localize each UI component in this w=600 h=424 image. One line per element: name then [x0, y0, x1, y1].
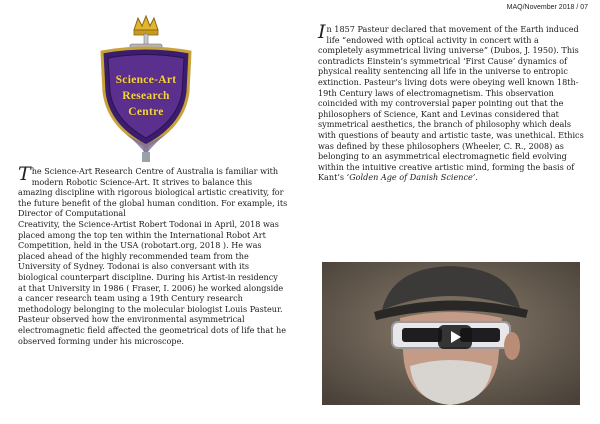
logo-text-line-1: Science-Art	[115, 74, 177, 86]
right-paragraph	[318, 21, 584, 183]
right-paragraph-end: .	[475, 172, 478, 183]
right-dropcap: I	[318, 21, 326, 43]
right-paragraph-italic: ‘Golden Age of Danish Science’	[346, 172, 476, 183]
right-column	[318, 21, 584, 183]
left-paragraph-1-text: he Science-Art Research Centre of Australia is familiar with modern Robotic Science-Art. It strives to balance this amazing discipline with rigorous biological artistic creativity, for the future benefit of the global human condition. For example, its Director of Computational	[18, 166, 288, 219]
science-art-logo	[96, 14, 196, 164]
left-column	[18, 163, 288, 346]
play-icon[interactable]	[438, 325, 472, 349]
logo-text-line-3: Centre	[128, 106, 164, 118]
page-header: MAQ/November 2018 / 07	[506, 4, 588, 11]
logo-text-line-2: Research	[122, 90, 170, 102]
left-paragraph-2: Creativity, the Science-Artist Robert Todonai in April, 2018 was placed among the top ten within the International Robot Art Competition, held in the USA (robotart.org, 2018 ). He was placed ahead of the highly recommended team from the University of Sydney. Todonai is also conversant with its biological counterpart discipline. During his Artist-in residency at that University in 1986 ( Fraser, I. 2006) he worked alongside a cancer research team using a 19th Century research methodology belonging to the molecular biologist Louis Pasteur. Pasteur observed how the environmental asymmetrical electromagnetic field affected the geometrical dots of life that he observed forming under his microscope.	[18, 218, 287, 346]
right-paragraph-text: n 1857 Pasteur declared that movement of the Earth induced life “endowed with optical activity in concert with a completely asymmetrical living universe” (Dubos, J. 1950). This contradicts Einstein’s symmetrical ‘First Cause’ dynamics of physical reality sentencing all life in the universe to entropic extinction. Pasteur’s living dots were obeying well known 18th-19th Century laws of electromagnetism. This observation coincided with my controversial paper pointing out that the philosophers of Science, Kant and Levinas considered that symmetrical aesthetics, the branch of philosophy which deals with questions of beauty and artistic taste, was unethical. Ethics was defined by these philosophers (Wheeler, C. R., 2008) as belonging to an asymmetrical electromagnetic field evolving within the intuitive creative artistic mind, forming the basis of Kant’s	[318, 24, 584, 183]
left-dropcap: T	[18, 163, 31, 185]
shield-graphic	[96, 14, 196, 164]
left-paragraph-1	[18, 163, 288, 219]
video-player[interactable]	[322, 262, 580, 405]
